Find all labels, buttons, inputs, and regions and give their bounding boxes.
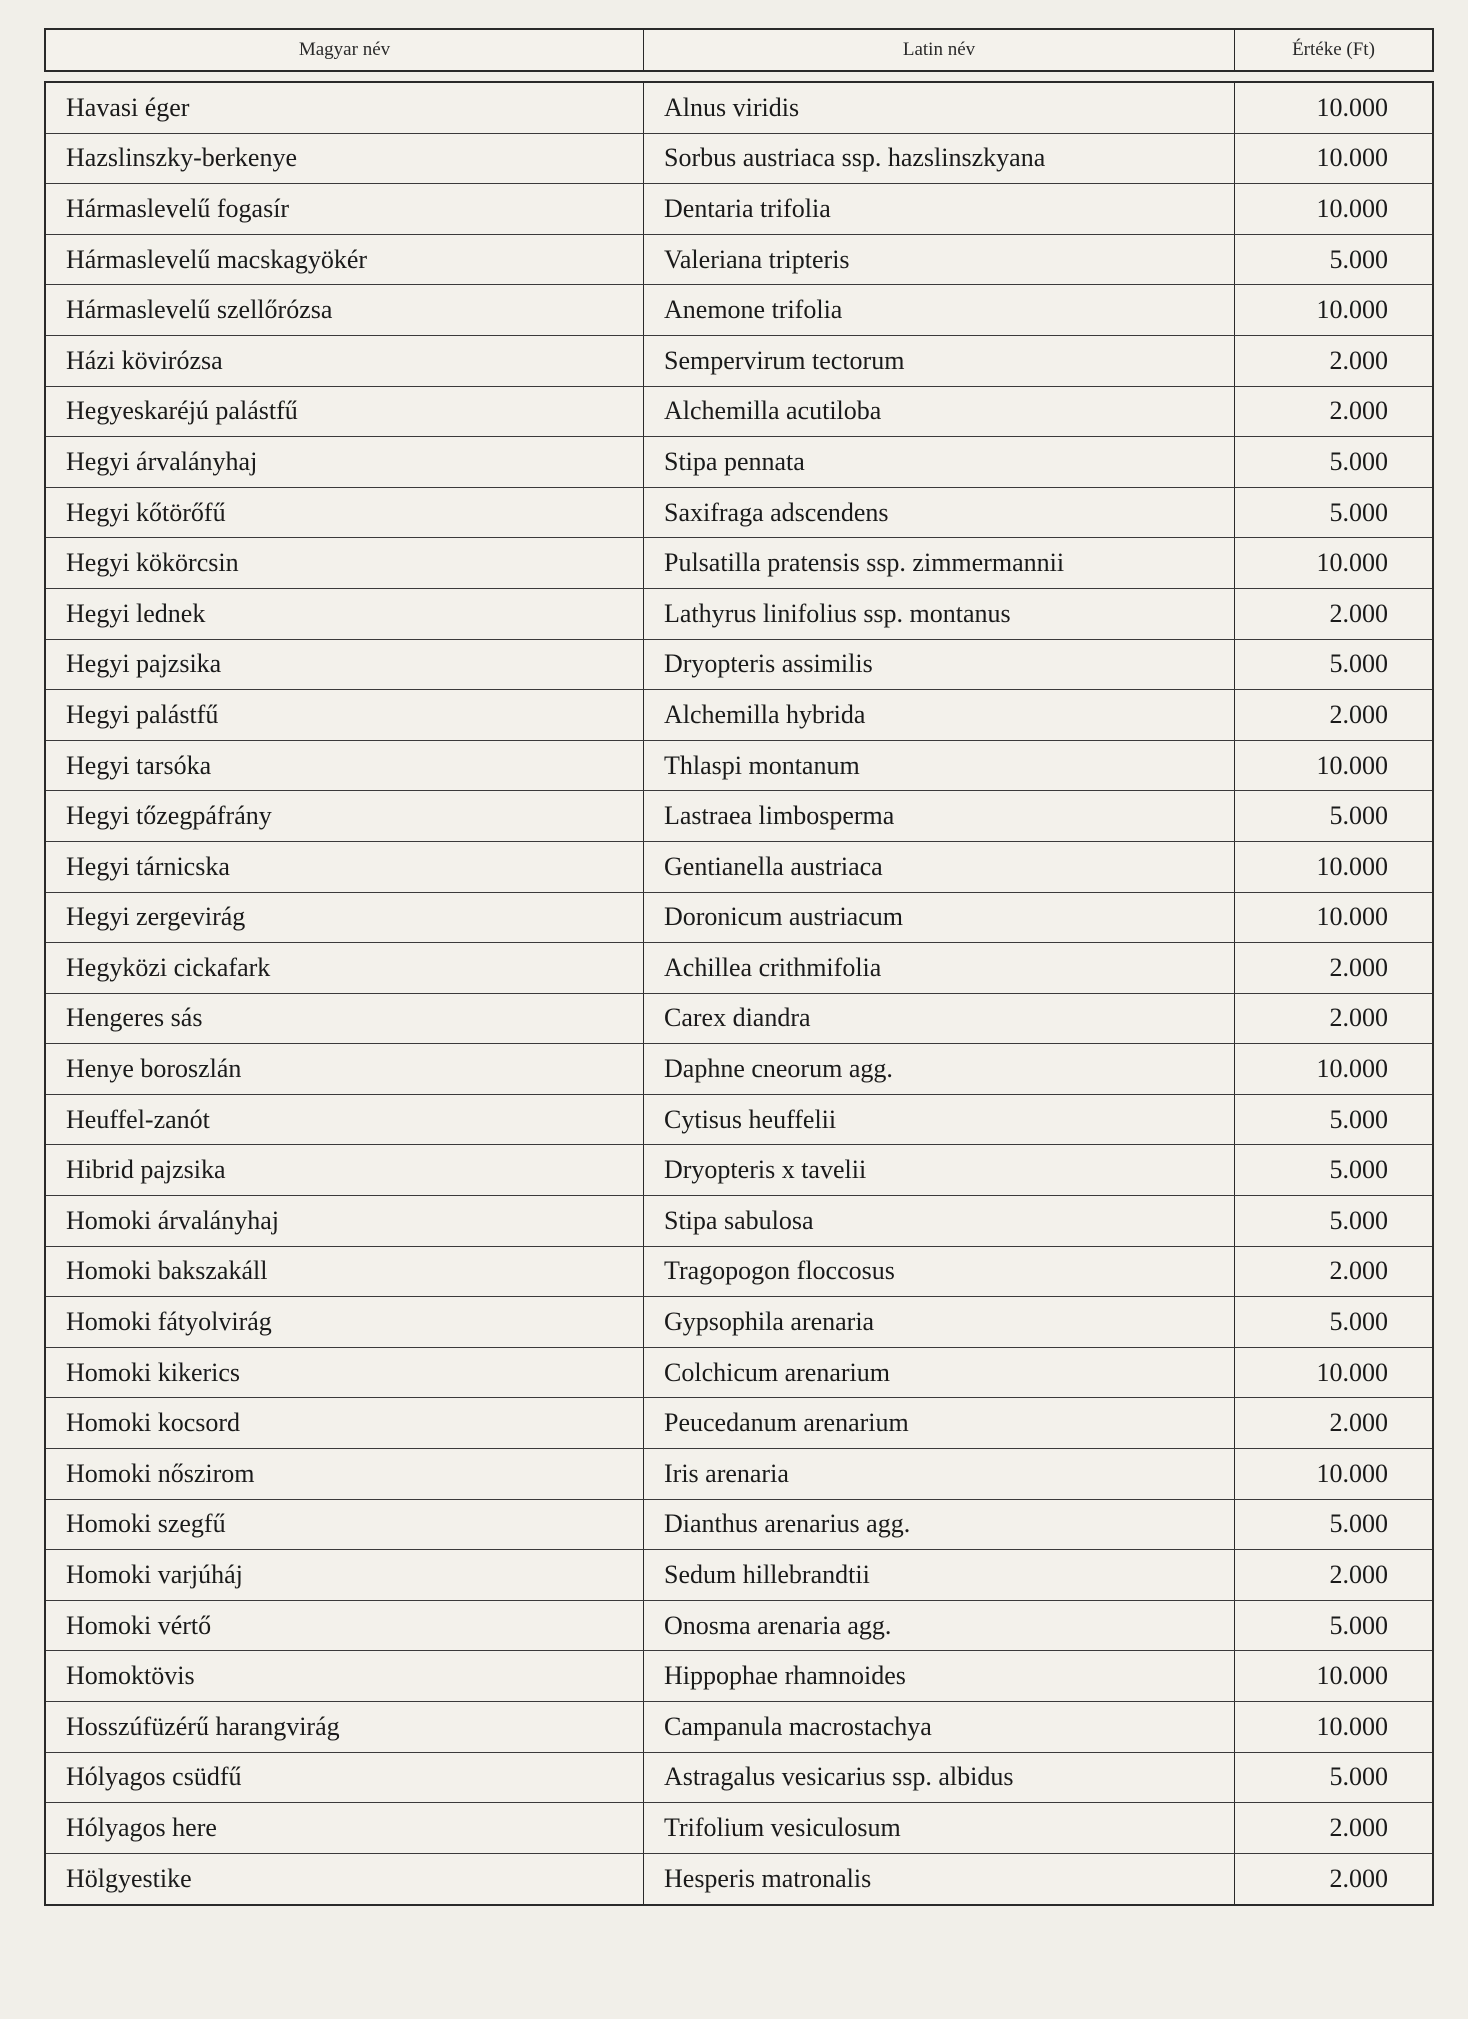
cell-latin-name: Stipa sabulosa	[644, 1196, 1235, 1246]
cell-value: 10.000	[1316, 750, 1388, 780]
table-row	[46, 1550, 1432, 1601]
table-row	[46, 842, 1432, 893]
cell-hungarian-name: Hólyagos csüdfű	[46, 1753, 644, 1803]
cell-hungarian-name: Hármaslevelű fogasír	[46, 184, 644, 234]
cell-value: 2.000	[1329, 952, 1388, 982]
cell-hungarian-name: Hegyi lednek	[46, 589, 644, 639]
table-row	[46, 184, 1432, 235]
cell-value: 10.000	[1316, 1711, 1388, 1741]
table-row	[46, 1854, 1432, 1905]
cell-hungarian-name: Hegyi tárnicska	[46, 842, 644, 892]
table-row	[46, 1651, 1432, 1702]
table-row	[46, 1803, 1432, 1854]
cell-latin-name: Thlaspi montanum	[644, 741, 1235, 791]
cell-hungarian-name: Hegyeskaréjú palástfű	[46, 387, 644, 437]
cell-latin-name: Stipa pennata	[644, 437, 1235, 487]
table-row	[46, 83, 1432, 134]
table-row	[46, 893, 1432, 944]
cell-hungarian-name: Hegyi pajzsika	[46, 640, 644, 690]
cell-latin-name: Dryopteris x tavelii	[644, 1145, 1235, 1195]
cell-latin-name: Colchicum arenarium	[644, 1348, 1235, 1398]
cell-latin-name: Pulsatilla pratensis ssp. zimmermannii	[644, 538, 1235, 588]
table-row	[46, 1601, 1432, 1652]
cell-latin-name: Doronicum austriacum	[644, 893, 1235, 943]
cell-hungarian-name: Hegyi tarsóka	[46, 741, 644, 791]
cell-latin-name: Tragopogon floccosus	[644, 1247, 1235, 1297]
cell-value: 10.000	[1316, 1357, 1388, 1387]
cell-latin-name: Campanula macrostachya	[644, 1702, 1235, 1752]
cell-value: 5.000	[1329, 1155, 1388, 1185]
cell-latin-name: Dianthus arenarius agg.	[644, 1500, 1235, 1550]
cell-value: 2.000	[1329, 1408, 1388, 1438]
cell-latin-name: Lastraea limbosperma	[644, 791, 1235, 841]
cell-latin-name: Valeriana tripteris	[644, 235, 1235, 285]
table-row	[46, 741, 1432, 792]
cell-value: 5.000	[1329, 1610, 1388, 1640]
cell-latin-name: Gentianella austriaca	[644, 842, 1235, 892]
table-row	[46, 1753, 1432, 1804]
cell-value: 5.000	[1329, 1307, 1388, 1337]
cell-latin-name: Dentaria trifolia	[644, 184, 1235, 234]
cell-latin-name: Hippophae rhamnoides	[644, 1651, 1235, 1701]
table-row	[46, 1095, 1432, 1146]
cell-hungarian-name: Hegyi tőzegpáfrány	[46, 791, 644, 841]
cell-hungarian-name: Homoki fátyolvirág	[46, 1297, 644, 1347]
cell-hungarian-name: Hengeres sás	[46, 994, 644, 1044]
cell-value: 2.000	[1329, 1003, 1388, 1033]
cell-value: 10.000	[1316, 295, 1388, 325]
cell-hungarian-name: Homoki kocsord	[46, 1398, 644, 1448]
cell-value: 2.000	[1329, 1812, 1388, 1842]
cell-hungarian-name: Hármaslevelű macskagyökér	[46, 235, 644, 285]
cell-hungarian-name: Hármaslevelű szellőrózsa	[46, 285, 644, 335]
cell-value: 10.000	[1316, 1661, 1388, 1691]
cell-value: 5.000	[1329, 1509, 1388, 1539]
species-table	[44, 81, 1434, 1906]
cell-hungarian-name: Homoki nőszirom	[46, 1449, 644, 1499]
cell-hungarian-name: Házi kövirózsa	[46, 336, 644, 386]
cell-hungarian-name: Hegyi zergevirág	[46, 893, 644, 943]
cell-value: 10.000	[1316, 143, 1388, 173]
cell-hungarian-name: Homoki bakszakáll	[46, 1247, 644, 1297]
cell-latin-name: Sorbus austriaca ssp. hazslinszkyana	[644, 134, 1235, 184]
table-row	[46, 1500, 1432, 1551]
cell-latin-name: Anemone trifolia	[644, 285, 1235, 335]
cell-hungarian-name: Hegyi kőtörőfű	[46, 488, 644, 538]
table-row	[46, 235, 1432, 286]
cell-hungarian-name: Hólyagos here	[46, 1803, 644, 1853]
cell-value: 5.000	[1329, 244, 1388, 274]
cell-hungarian-name: Havasi éger	[46, 83, 644, 133]
cell-latin-name: Carex diandra	[644, 994, 1235, 1044]
table-row	[46, 690, 1432, 741]
cell-latin-name: Dryopteris assimilis	[644, 640, 1235, 690]
table-row	[46, 943, 1432, 994]
cell-value: 5.000	[1329, 497, 1388, 527]
cell-hungarian-name: Hosszúfüzérű harangvirág	[46, 1702, 644, 1752]
table-row	[46, 1145, 1432, 1196]
table-row	[46, 1247, 1432, 1298]
cell-latin-name: Iris arenaria	[644, 1449, 1235, 1499]
cell-value: 5.000	[1329, 446, 1388, 476]
table-row	[46, 1348, 1432, 1399]
cell-latin-name: Sempervirum tectorum	[644, 336, 1235, 386]
cell-value: 2.000	[1329, 699, 1388, 729]
cell-hungarian-name: Hölgyestike	[46, 1854, 644, 1905]
table-row	[46, 1702, 1432, 1753]
cell-value: 10.000	[1316, 193, 1388, 223]
cell-value: 2.000	[1329, 598, 1388, 628]
cell-value: 5.000	[1329, 1762, 1388, 1792]
table-row	[46, 437, 1432, 488]
table-row	[46, 640, 1432, 691]
cell-hungarian-name: Homoki szegfű	[46, 1500, 644, 1550]
header-hungarian-name: Magyar név	[46, 30, 644, 70]
table-header	[44, 28, 1434, 72]
cell-hungarian-name: Homoki varjúháj	[46, 1550, 644, 1600]
cell-latin-name: Hesperis matronalis	[644, 1854, 1235, 1905]
cell-latin-name: Lathyrus linifolius ssp. montanus	[644, 589, 1235, 639]
cell-latin-name: Trifolium vesiculosum	[644, 1803, 1235, 1853]
cell-hungarian-name: Henye boroszlán	[46, 1044, 644, 1094]
table-row	[46, 589, 1432, 640]
cell-value: 2.000	[1329, 1560, 1388, 1590]
cell-hungarian-name: Homoktövis	[46, 1651, 644, 1701]
cell-latin-name: Astragalus vesicarius ssp. albidus	[644, 1753, 1235, 1803]
cell-hungarian-name: Hegyközi cickafark	[46, 943, 644, 993]
table-row	[46, 1196, 1432, 1247]
cell-latin-name: Alnus viridis	[644, 83, 1235, 133]
cell-value: 2.000	[1329, 396, 1388, 426]
cell-value: 10.000	[1316, 92, 1388, 122]
cell-latin-name: Sedum hillebrandtii	[644, 1550, 1235, 1600]
cell-latin-name: Onosma arenaria agg.	[644, 1601, 1235, 1651]
table-row	[46, 1297, 1432, 1348]
table-row	[46, 994, 1432, 1045]
table-row	[46, 1449, 1432, 1500]
table-row	[46, 488, 1432, 539]
cell-hungarian-name: Homoki kikerics	[46, 1348, 644, 1398]
table-row	[46, 1398, 1432, 1449]
table-row	[46, 285, 1432, 336]
cell-value: 2.000	[1329, 1864, 1388, 1894]
cell-latin-name: Saxifraga adscendens	[644, 488, 1235, 538]
cell-value: 5.000	[1329, 1205, 1388, 1235]
cell-value: 5.000	[1329, 801, 1388, 831]
cell-value: 10.000	[1316, 851, 1388, 881]
table-row	[46, 134, 1432, 185]
header-latin-name: Latin név	[644, 30, 1235, 70]
cell-hungarian-name: Homoki vértő	[46, 1601, 644, 1651]
cell-hungarian-name: Hibrid pajzsika	[46, 1145, 644, 1195]
cell-hungarian-name: Hegyi kökörcsin	[46, 538, 644, 588]
cell-latin-name: Peucedanum arenarium	[644, 1398, 1235, 1448]
table-row	[46, 538, 1432, 589]
cell-hungarian-name: Hegyi palástfű	[46, 690, 644, 740]
cell-value: 2.000	[1329, 1256, 1388, 1286]
cell-value: 10.000	[1316, 548, 1388, 578]
table-row	[46, 387, 1432, 438]
cell-hungarian-name: Heuffel-zanót	[46, 1095, 644, 1145]
cell-hungarian-name: Hazslinszky-berkenye	[46, 134, 644, 184]
cell-latin-name: Achillea crithmifolia	[644, 943, 1235, 993]
header-value: Értéke (Ft)	[1292, 39, 1375, 60]
cell-value: 2.000	[1329, 345, 1388, 375]
cell-latin-name: Gypsophila arenaria	[644, 1297, 1235, 1347]
cell-hungarian-name: Homoki árvalányhaj	[46, 1196, 644, 1246]
table-row	[46, 791, 1432, 842]
table-row	[46, 336, 1432, 387]
cell-value: 5.000	[1329, 1104, 1388, 1134]
cell-value: 10.000	[1316, 902, 1388, 932]
cell-latin-name: Daphne cneorum agg.	[644, 1044, 1235, 1094]
cell-value: 5.000	[1329, 649, 1388, 679]
cell-value: 10.000	[1316, 1458, 1388, 1488]
cell-latin-name: Alchemilla hybrida	[644, 690, 1235, 740]
table-row	[46, 1044, 1432, 1095]
cell-value: 10.000	[1316, 1054, 1388, 1084]
cell-latin-name: Alchemilla acutiloba	[644, 387, 1235, 437]
cell-latin-name: Cytisus heuffelii	[644, 1095, 1235, 1145]
cell-hungarian-name: Hegyi árvalányhaj	[46, 437, 644, 487]
